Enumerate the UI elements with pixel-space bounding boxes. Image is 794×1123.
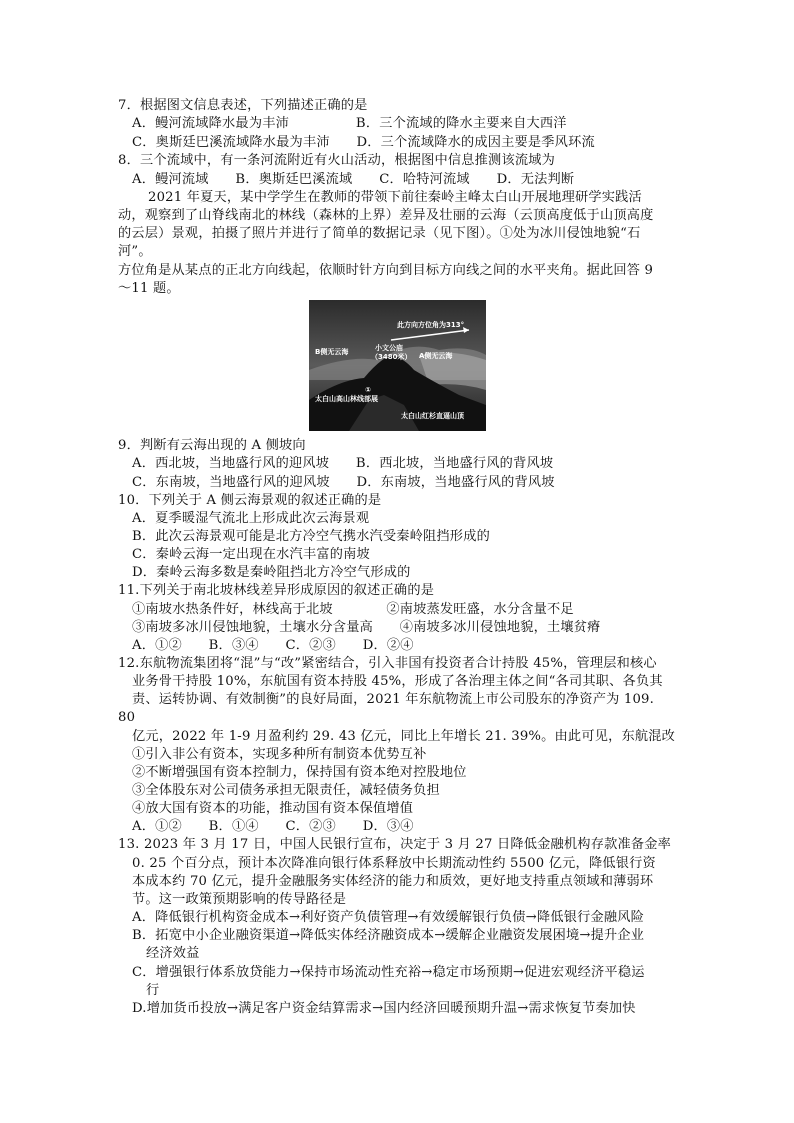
q13-option-b: B．拓宽中小企业融资渠道→降低实体经济融资成本→缓解企业融资发展困境→提升企业 — [132, 928, 645, 943]
q11-options: A．①② B．③④ C．②③ D．②④ — [132, 638, 414, 653]
q13-option-c-cont: 行 — [146, 983, 160, 998]
q12-stem-2: 业务骨干持股 10%，东航国有资本持股 45%，形成了各治理主体之间“各司其职、各负其 — [132, 674, 663, 689]
q7-options-ab: A．鳗河流域降水最为丰沛 B．三个流域的降水主要来自大西洋 — [132, 116, 567, 131]
q13-stem-1: 13. 2023 年 3 月 17 日，中国人民银行宣布，决定于 3 月 27 日降低金融机构存款准备金率 — [118, 837, 672, 852]
bottom-left-label: 太白山高山林线部展 — [315, 395, 378, 403]
q13-option-d: D.增加货币投放→满足客户资金结算需求→国内经济回暖预期升温→需求恢复节奏加快 — [132, 1001, 636, 1016]
q12-stem-4: 80 — [118, 710, 136, 725]
peak-elevation: （3480米） — [371, 353, 412, 361]
q13-option-a: A．降低银行机构资金成本→利好资产负债管理→有效缓解银行负债→降低银行金融风险 — [132, 910, 645, 925]
q10-stem: 10．下列关于 A 侧云海景观的叙述正确的是 — [118, 493, 382, 508]
q13-option-c: C．增强银行体系放贷能力→保持市场流动性充裕→稳定市场预期→促进宏观经济平稳运 — [132, 965, 645, 980]
q9-options-ab: A．西北坡，当地盛行风的迎风坡 B．西北坡，当地盛行风的背风坡 — [132, 456, 554, 471]
marker-1: ① — [365, 386, 371, 394]
q7-stem: 7．根据图文信息表述，下列描述正确的是 — [118, 98, 368, 113]
q9-options-cd: C．东南坡，当地盛行风的迎风坡 D．东南坡，当地盛行风的背风坡 — [132, 475, 555, 490]
q12-stem-5: 亿元，2022 年 1-9 月盈利约 29. 43 亿元，同比上年增长 21. 39%。由此可见，东航混改 — [132, 729, 676, 744]
azimuth-label: 此方向方位角为313° — [397, 321, 465, 329]
passage-line-2: 动，观察到了山脊线南北的林线（森林的上界）差异及壮丽的云海（云顶高度低于山顶高度 — [118, 208, 654, 223]
q13-stem-3: 本成本约 70 亿元，提升金融服务实体经济的能力和质效，更好地支持重点领域和薄弱环 — [132, 874, 654, 889]
a-side-label: A侧无云海 — [419, 352, 453, 360]
q10-option-c: C．秦岭云海一定出现在水汽丰富的南坡 — [132, 547, 370, 562]
q10-option-b: B．此次云海景观可能是北方冷空气携水汽受秦岭阻挡形成的 — [132, 529, 490, 544]
passage-line-4: 河”。 — [118, 244, 152, 259]
q8-stem: 8．三个流域中，有一条河流附近有火山活动，根据图中信息推测该流域为 — [118, 153, 555, 168]
q10-option-a: A．夏季暖湿气流北上形成此次云海景观 — [132, 511, 370, 526]
q11-statements-34: ③南坡多冰川侵蚀地貌，土壤水分含量高 ④南坡多冰川侵蚀地貌，土壤贫瘠 — [132, 620, 601, 635]
passage-line-3: 的云层）景观，拍摄了照片并进行了简单的数据记录（见下图）。①处为冰川侵蚀地貌“石 — [118, 226, 641, 241]
bottom-right-label: 太白山红杉直逼山顶 — [401, 412, 464, 420]
taibai-mountain-photo — [309, 300, 486, 431]
q11-statements-12: ①南坡水热条件好，林线高于北坡 ②南坡蒸发旺盛，水分含量不足 — [132, 602, 574, 617]
q11-stem: 11.下列关于南北坡林线差异形成原因的叙述正确的是 — [118, 583, 435, 598]
q8-options: A．鳗河流域 B．奥斯廷巴溪流域 C．哈特河流域 D．无法判断 — [132, 172, 575, 187]
q7-options-cd: C．奥斯廷巴溪流域降水最为丰沛 D．三个流域降水的成因主要是季风环流 — [132, 135, 595, 150]
q13-stem-2: 0. 25 个百分点，预计本次降准向银行体系释放中长期流动性约 5500 亿元，降低银行资 — [132, 856, 656, 871]
passage-line-1: 2021 年夏天，某中学学生在教师的带领下前往秦岭主峰太白山开展地理研学实践活 — [148, 190, 642, 205]
q13-stem-4: 节。这一政策预期影响的传导路径是 — [132, 892, 347, 907]
q12-statement-4: ④放大国有资本的功能，推动国有资本保值增值 — [132, 801, 414, 816]
q12-statement-3: ③全体股东对公司债务承担无限责任，减轻债务负担 — [132, 783, 440, 798]
q12-stem-3: 责、运转协调、有效制衡”的良好局面，2021 年东航物流上市公司股东的净资产为 109. — [132, 692, 655, 707]
q10-option-d: D．秦岭云海多数是秦岭阻挡北方冷空气形成的 — [132, 565, 411, 580]
peak-label: 小文公庙 — [375, 344, 403, 352]
q12-options: A．①② B．①④ C．②③ D．③④ — [132, 819, 414, 834]
passage-line-6: ～11 题。 — [118, 281, 180, 296]
b-side-label: B侧无云海 — [315, 348, 349, 356]
q12-statement-1: ①引入非公有资本，实现多种所有制资本优势互补 — [132, 747, 427, 762]
passage-line-5: 方位角是从某点的正北方向线起，依顺时针方向到目标方向线之间的水平夹角。据此回答 9 — [118, 263, 654, 278]
q12-statement-2: ②不断增强国有资本控制力，保持国有资本绝对控股地位 — [132, 765, 467, 780]
q12-stem-1: 12.东航物流集团将“混”与“改”紧密结合，引入非国有投资者合计持股 45%，管理层和核心 — [118, 656, 657, 671]
q9-stem: 9．判断有云海出现的 A 侧坡向 — [118, 438, 306, 453]
q13-option-b-cont: 经济效益 — [146, 946, 200, 961]
